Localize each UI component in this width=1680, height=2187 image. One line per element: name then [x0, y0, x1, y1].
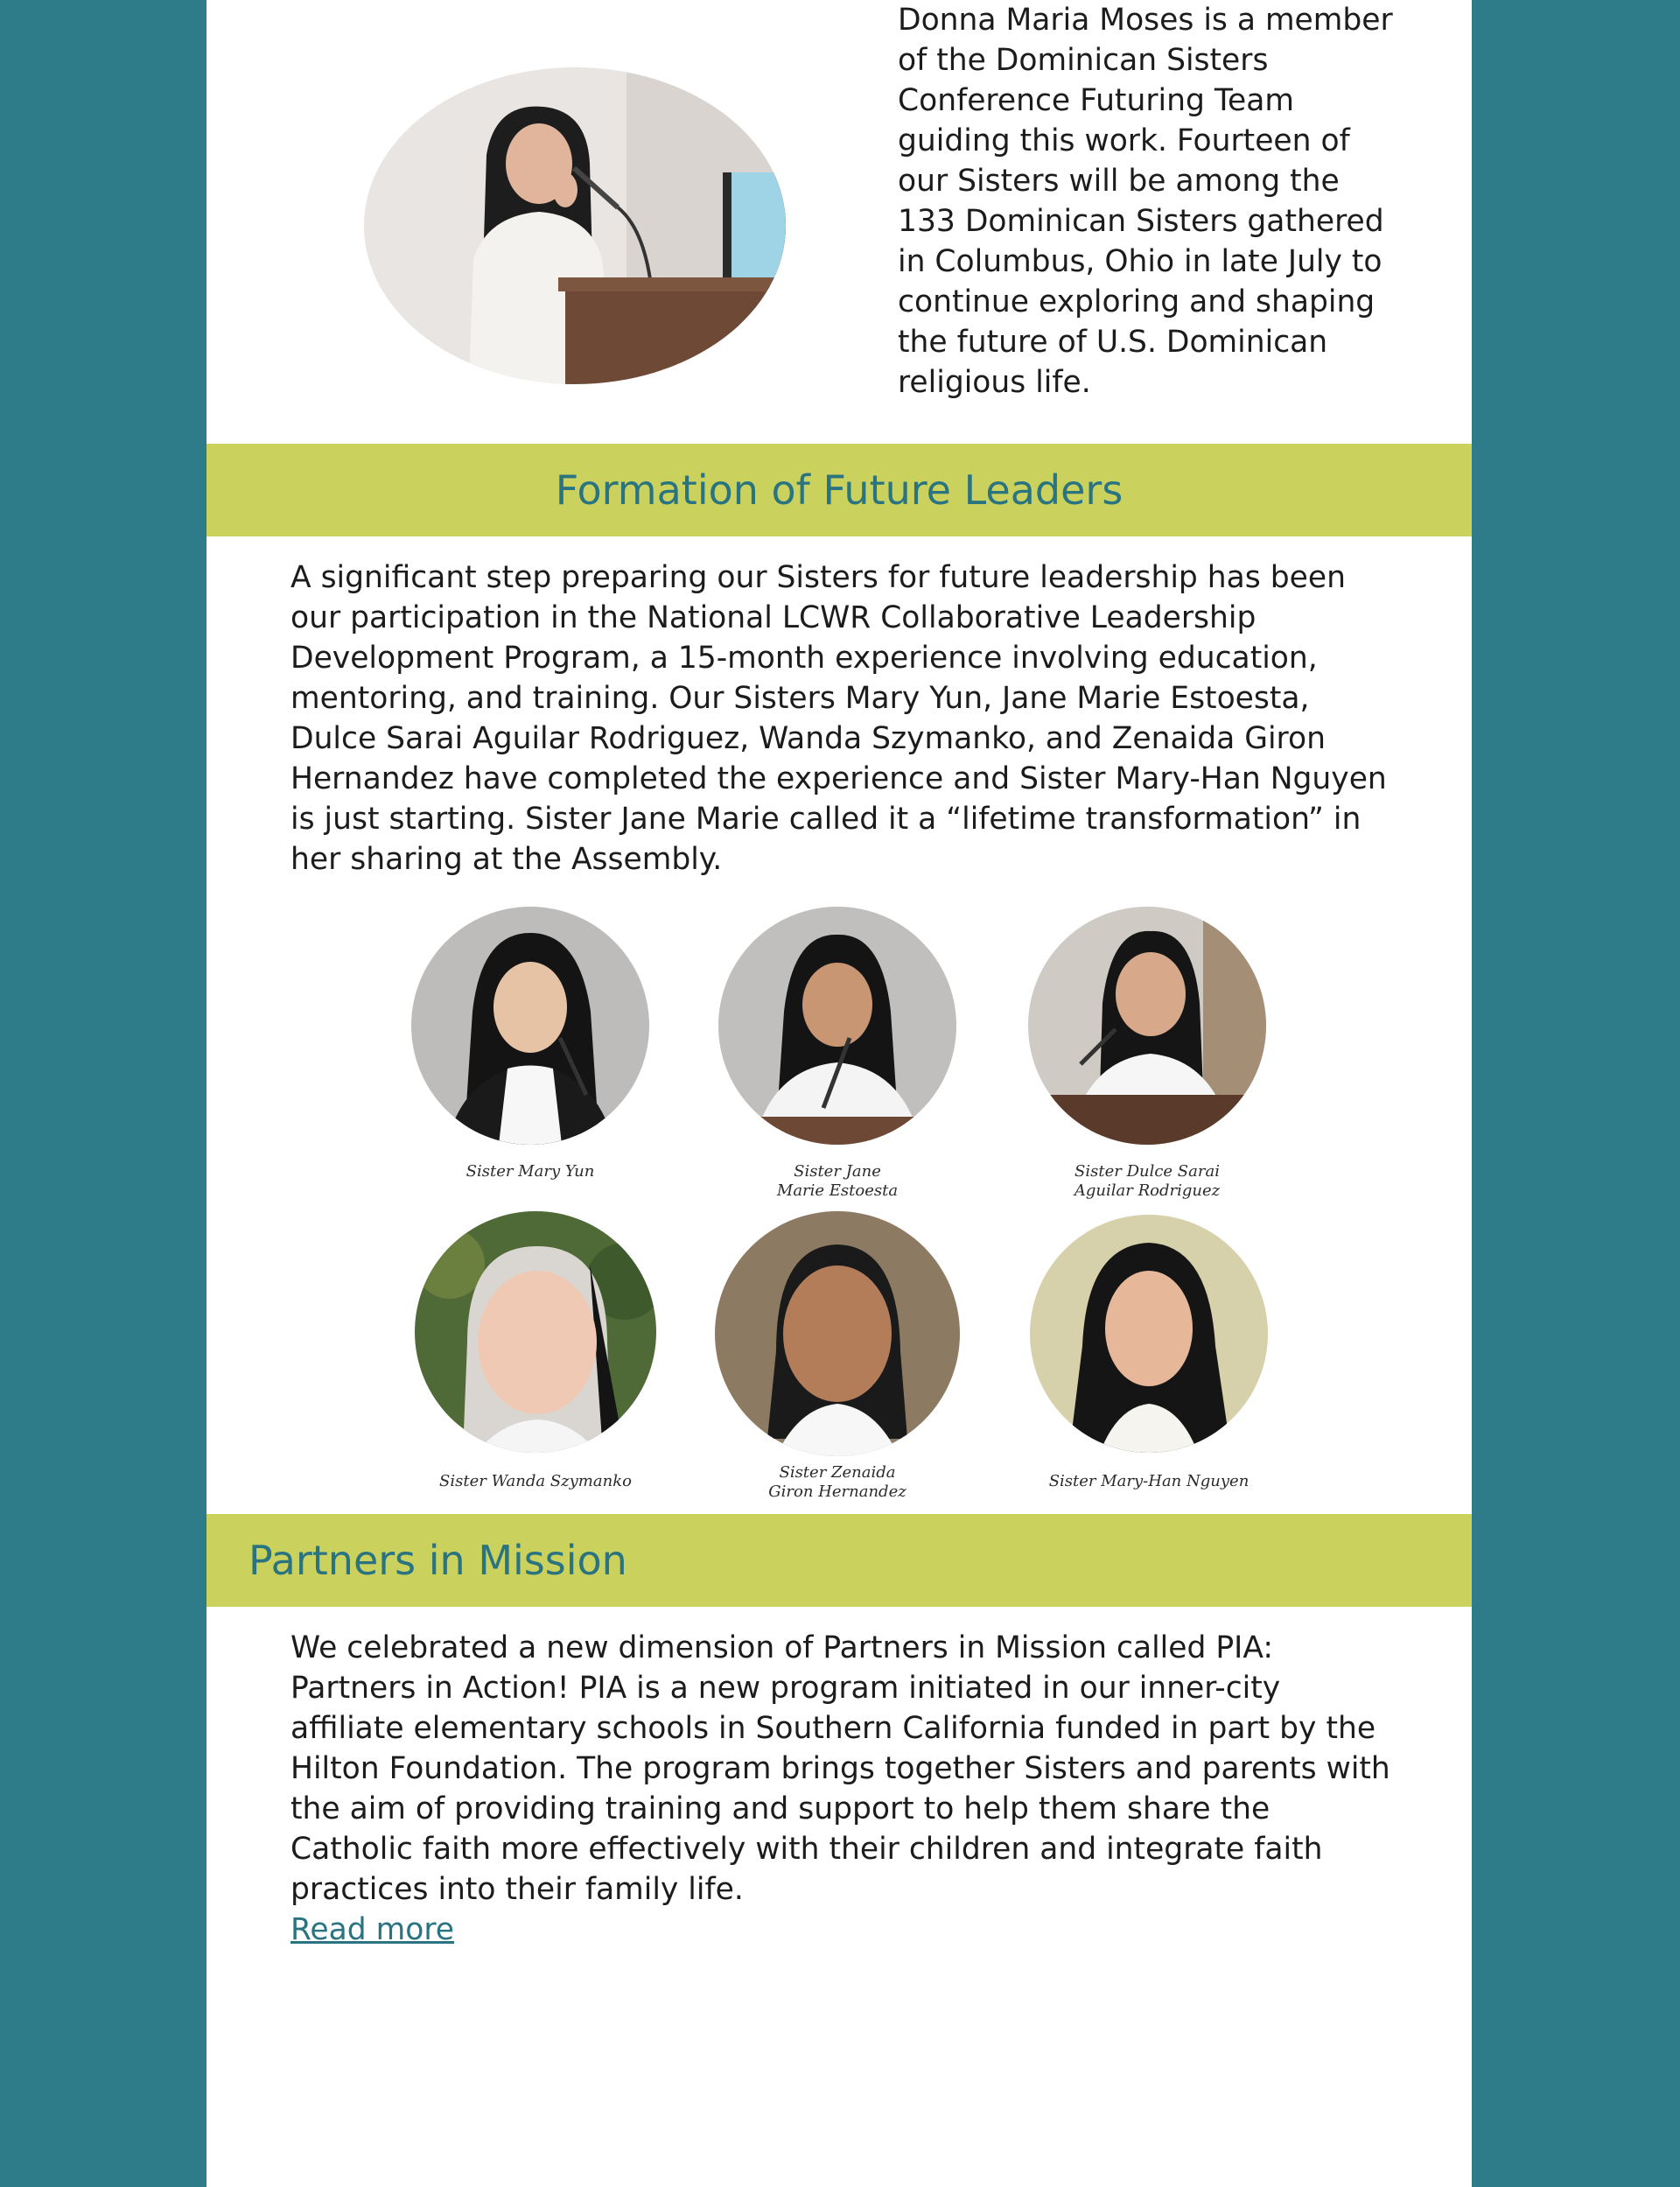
speaker-photo	[364, 67, 786, 384]
portrait-mary-yun	[411, 907, 649, 1145]
caption-dulce-sarai-aguilar-rodriguez: Sister Dulce Sarai Aguilar Rodriguez	[1074, 1162, 1221, 1200]
newsletter-page	[206, 0, 1472, 2187]
portrait-zenaida-giron-hernandez	[715, 1211, 960, 1456]
portrait-wanda-szymanko	[415, 1211, 656, 1453]
formation-text: A significant step preparing our Sisters for future leadership has been our participation in the National LCWR Collaborative Leadership Development Program, a 15-month experience involving education, mentoring, and training. Our Sisters Mary Yun, Jane Marie Estoesta, Dulce Sarai Aguilar Rodriguez, Wanda Szymanko, and Zenaida Giron Hernandez have completed the experience and Sister Mary-Han Nguyen is just starting. Sister Jane Marie called it a “lifetime transformation” in her sharing at the Assembly.	[290, 560, 1387, 877]
caption-wanda-szymanko: Sister Wanda Szymanko	[439, 1472, 632, 1490]
caption-mary-han-nguyen: Sister Mary-Han Nguyen	[1048, 1472, 1250, 1490]
section-banner-formation	[206, 444, 1472, 536]
intro-text: Donna Maria Moses is a member of the Dominican Sisters Conference Futuring Team guiding this work. Fourteen of our Sisters will be among the 133 Dominican Sisters gathered in Columbus, Ohio in late July to continue exploring and shaping the future of U.S. Dominican religious life.	[898, 3, 1393, 400]
section-banner-partners	[206, 1514, 1472, 1607]
section-heading-formation: Formation of Future Leaders	[555, 466, 1124, 514]
caption-zenaida-giron-hernandez: Sister Zenaida Giron Hernandez	[768, 1463, 906, 1501]
caption-mary-yun: Sister Mary Yun	[466, 1162, 595, 1181]
portrait-jane-marie-estoesta	[718, 907, 956, 1145]
sisters-collage	[364, 903, 1314, 1511]
portrait-mary-han-nguyen	[1030, 1215, 1268, 1453]
partners-body: We celebrated a new dimension of Partners in Mission called PIA: Partners in Action! PIA is a new program initiated in our inner-city affiliate elementary schools in Southern California funded in part by the Hilton Foundation. The program brings together Sisters and parents with the aim of providing training and support to help them share the Catholic faith more effectively with their children and integrate faith practices into their family life.	[290, 1630, 1390, 1907]
caption-jane-marie-estoesta: Sister Jane Marie Estoesta	[776, 1162, 899, 1200]
partners-text	[290, 1628, 1393, 1950]
section-heading-partners: Partners in Mission	[248, 1537, 627, 1584]
read-more-link[interactable]: Read more	[290, 1912, 455, 1947]
portrait-dulce-sarai-aguilar-rodriguez	[1028, 907, 1266, 1145]
